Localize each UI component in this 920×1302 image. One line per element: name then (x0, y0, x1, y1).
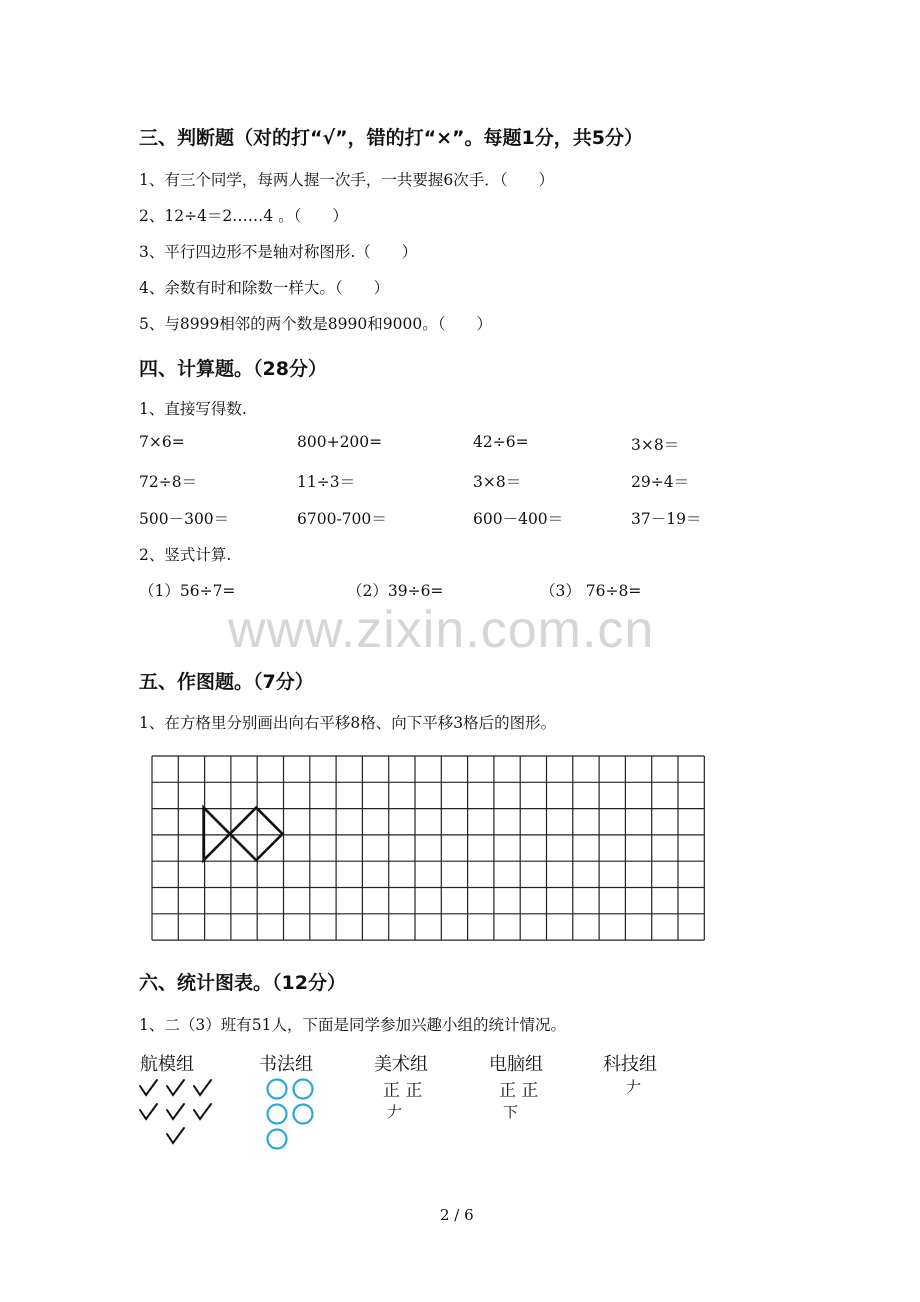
section3-heading: 三、判断题（对的打“√”，错的打“×”。每题1分，共5分） (139, 127, 643, 149)
calc-cell: 7×6= (139, 433, 185, 451)
group-name: 书法组 (259, 1054, 313, 1075)
calc-q1-label: 1、直接写得数. (139, 400, 247, 418)
tally-line: 下 (503, 1103, 519, 1121)
drawing-q1: 1、在方格里分别画出向右平移8格、向下平移3格后的图形。 (139, 714, 557, 732)
calc-cell: 800+200= (297, 433, 383, 451)
watermark: www.zixin.com.cn (228, 601, 655, 659)
calc-cell: 3×8＝ (631, 436, 680, 454)
calc-q2-label: 2、竖式计算. (139, 546, 232, 564)
circle-tally-icon (265, 1078, 325, 1152)
section5-heading: 五、作图题。（7分） (139, 671, 314, 693)
calc-cell: 37－19＝ (631, 510, 702, 528)
calc-cell: 42÷6= (473, 433, 529, 451)
judge-item-1: 1、有三个同学，每两人握一次手，一共要握6次手．（ ） (139, 171, 554, 189)
calc-cell: 3×8＝ (473, 473, 522, 491)
group-name: 航模组 (140, 1054, 194, 1075)
calc-cell: 29÷4＝ (631, 473, 690, 491)
original-shape (204, 808, 283, 861)
calc-cell: 72÷8＝ (139, 473, 198, 491)
calc-cell: 11÷3＝ (297, 473, 356, 491)
judge-item-2: 2、12÷4＝2……4 。（ ） (139, 207, 348, 225)
judge-item-5: 5、与8999相邻的两个数是8990和9000。（ ） (139, 315, 492, 333)
tally-line: 𠂇 (626, 1078, 642, 1096)
calc-cell: 6700-700＝ (297, 510, 387, 528)
tally-line: 𠂇 (387, 1103, 403, 1121)
vertical-calc-2: （2）39÷6= (347, 582, 444, 600)
section4-heading: 四、计算题。（28分） (139, 358, 327, 380)
tally-line: 正 正 (499, 1081, 539, 1101)
tally-line: 正 正 (383, 1081, 423, 1101)
group-name: 美术组 (374, 1054, 428, 1075)
drawing-grid (151, 755, 707, 945)
checkmark-tally-icon (138, 1078, 218, 1150)
stats-q1: 1、二（3）班有51人，下面是同学参加兴趣小组的统计情况。 (139, 1016, 566, 1034)
calc-cell: 500－300＝ (139, 510, 230, 528)
judge-item-3: 3、平行四边形不是轴对称图形.（ ） (139, 243, 418, 261)
vertical-calc-1: （1）56÷7= (139, 582, 236, 600)
group-name: 科技组 (603, 1054, 657, 1075)
judge-item-4: 4、余数有时和除数一样大。（ ） (139, 279, 390, 297)
group-name: 电脑组 (489, 1054, 543, 1075)
vertical-calc-3: （3） 76÷8= (540, 582, 642, 600)
section6-heading: 六、统计图表。（12分） (139, 972, 346, 994)
page-number: 2 / 6 (440, 1206, 474, 1224)
calc-cell: 600－400＝ (473, 510, 564, 528)
